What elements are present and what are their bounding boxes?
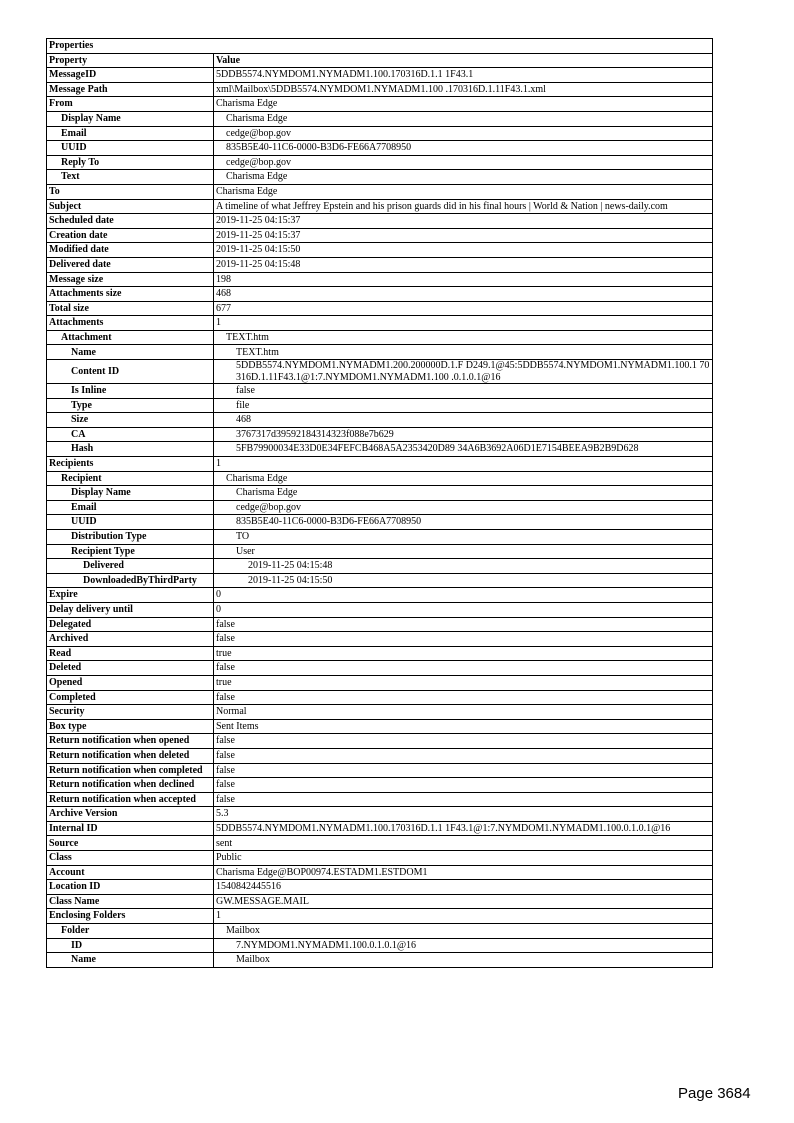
header-property: Property (47, 53, 214, 68)
property-name: Security (47, 705, 214, 720)
property-value: Sent Items (214, 719, 713, 734)
property-name: Location ID (47, 880, 214, 895)
property-value: false (214, 778, 713, 793)
property-name: ID (47, 938, 214, 953)
table-row (47, 632, 713, 647)
table-row (47, 675, 713, 690)
table-row (47, 199, 713, 214)
table-row (47, 257, 713, 272)
property-value: 1 (214, 457, 713, 472)
property-value: false (214, 734, 713, 749)
property-name: MessageID (47, 68, 214, 83)
property-name: Creation date (47, 228, 214, 243)
table-row (47, 316, 713, 331)
property-name: From (47, 97, 214, 112)
table-row (47, 588, 713, 603)
table-row (47, 530, 713, 545)
table-row (47, 155, 713, 170)
property-value: 468 (214, 287, 713, 302)
table-row (47, 243, 713, 258)
property-value: false (214, 661, 713, 676)
table-row (47, 894, 713, 909)
table-row (47, 705, 713, 720)
table-row (47, 924, 713, 939)
property-name: Message size (47, 272, 214, 287)
table-row (47, 938, 713, 953)
property-name: Return notification when declined (47, 778, 214, 793)
table-row (47, 330, 713, 345)
property-value: 7.NYMDOM1.NYMADM1.100.0.1.0.1@16 (214, 938, 713, 953)
property-name: Return notification when accepted (47, 792, 214, 807)
property-value: Charisma Edge (214, 486, 713, 501)
property-name: Scheduled date (47, 214, 214, 229)
table-row (47, 836, 713, 851)
table-row (47, 763, 713, 778)
property-value: 5.3 (214, 807, 713, 822)
property-value: 5DDB5574.NYMDOM1.NYMADM1.100.170316D.1.1 1F43.1@1:7.NYMDOM1.NYMADM1.100.0.1.0.1@16 (214, 821, 713, 836)
property-name: Expire (47, 588, 214, 603)
property-value: sent (214, 836, 713, 851)
property-name: Delegated (47, 617, 214, 632)
property-name: Message Path (47, 82, 214, 97)
property-name: Email (47, 126, 214, 141)
property-value: cedge@bop.gov (214, 500, 713, 515)
table-row (47, 559, 713, 574)
property-value: 835B5E40-11C6-0000-B3D6-FE66A7708950 (214, 141, 713, 156)
table-row (47, 170, 713, 185)
property-name: Size (47, 413, 214, 428)
table-row (47, 398, 713, 413)
property-value: 198 (214, 272, 713, 287)
property-name: Read (47, 646, 214, 661)
table-row (47, 427, 713, 442)
property-value: 2019-11-25 04:15:50 (214, 573, 713, 588)
property-value: Charisma Edge (214, 97, 713, 112)
property-value: cedge@bop.gov (214, 155, 713, 170)
table-row (47, 880, 713, 895)
header-value: Value (214, 53, 713, 68)
property-value: 835B5E40-11C6-0000-B3D6-FE66A7708950 (214, 515, 713, 530)
table-row (47, 778, 713, 793)
table-row (47, 486, 713, 501)
table-row (47, 909, 713, 924)
table-row (47, 851, 713, 866)
property-name: Source (47, 836, 214, 851)
property-value: false (214, 690, 713, 705)
property-value: GW.MESSAGE.MAIL (214, 894, 713, 909)
property-value: 1 (214, 909, 713, 924)
property-value: 3767317d39592184314323f088e7b629 (214, 427, 713, 442)
property-name: To (47, 184, 214, 199)
property-name: CA (47, 427, 214, 442)
property-name: Name (47, 953, 214, 968)
table-row (47, 748, 713, 763)
table-row (47, 807, 713, 822)
table-row (47, 228, 713, 243)
property-name: Attachments size (47, 287, 214, 302)
table-row (47, 544, 713, 559)
property-value: A timeline of what Jeffrey Epstein and his prison guards did in his final hours | World & Nation | news-daily.com (214, 199, 713, 214)
property-value: false (214, 792, 713, 807)
property-value: 2019-11-25 04:15:37 (214, 228, 713, 243)
property-value: 468 (214, 413, 713, 428)
table-row (47, 719, 713, 734)
table-row (47, 617, 713, 632)
property-name: Total size (47, 301, 214, 316)
property-name: Attachments (47, 316, 214, 331)
property-value: 0 (214, 588, 713, 603)
property-value: Charisma Edge (214, 184, 713, 199)
table-row (47, 602, 713, 617)
property-value: 1540842445516 (214, 880, 713, 895)
property-name: Return notification when completed (47, 763, 214, 778)
property-value: false (214, 763, 713, 778)
table-row (47, 287, 713, 302)
properties-table (46, 38, 713, 968)
property-value: 2019-11-25 04:15:37 (214, 214, 713, 229)
table-row (47, 442, 713, 457)
table-row (47, 821, 713, 836)
property-value: 5DDB5574.NYMDOM1.NYMADM1.200.200000D.1.F D249.1@45:5DDB5574.NYMDOM1.NYMADM1.100.1 70316D.1.11F43.1@1:7.NYMDOM1.NYMADM1.100 .0.1.0.1@16 (214, 360, 713, 384)
table-row (47, 301, 713, 316)
property-name: Display Name (47, 486, 214, 501)
table-row (47, 111, 713, 126)
table-row (47, 865, 713, 880)
property-name: Reply To (47, 155, 214, 170)
property-name: Deleted (47, 661, 214, 676)
property-name: Subject (47, 199, 214, 214)
property-value: true (214, 646, 713, 661)
table-row (47, 646, 713, 661)
property-value: Mailbox (214, 924, 713, 939)
property-value: 5FB79900034E33D0E34FEFCB468A5A2353420D89 34A6B3692A06D1E7154BEEA9B2B9D628 (214, 442, 713, 457)
table-row (47, 272, 713, 287)
property-name: Delivered date (47, 257, 214, 272)
property-value: false (214, 632, 713, 647)
property-name: Class Name (47, 894, 214, 909)
table-row (47, 214, 713, 229)
property-value: User (214, 544, 713, 559)
property-name: Is Inline (47, 384, 214, 399)
property-name: Enclosing Folders (47, 909, 214, 924)
property-name: Modified date (47, 243, 214, 258)
property-value: 2019-11-25 04:15:48 (214, 257, 713, 272)
property-name: Recipients (47, 457, 214, 472)
table-row (47, 471, 713, 486)
property-value: false (214, 748, 713, 763)
property-value: Charisma Edge (214, 111, 713, 126)
property-name: Folder (47, 924, 214, 939)
property-name: Recipient Type (47, 544, 214, 559)
property-value: Charisma Edge (214, 170, 713, 185)
property-name: Content ID (47, 360, 214, 384)
table-row (47, 126, 713, 141)
property-value: Normal (214, 705, 713, 720)
property-name: UUID (47, 515, 214, 530)
property-name: Opened (47, 675, 214, 690)
table-row (47, 68, 713, 83)
table-row (47, 792, 713, 807)
property-name: Archive Version (47, 807, 214, 822)
property-name: Attachment (47, 330, 214, 345)
table-row (47, 413, 713, 428)
table-header-row (47, 53, 713, 68)
property-name: Archived (47, 632, 214, 647)
table-row (47, 690, 713, 705)
table-row (47, 360, 713, 384)
property-value: TEXT.htm (214, 330, 713, 345)
table-row (47, 97, 713, 112)
property-name: Completed (47, 690, 214, 705)
property-name: Distribution Type (47, 530, 214, 545)
property-value: false (214, 617, 713, 632)
property-value: 1 (214, 316, 713, 331)
property-name: DownloadedByThirdParty (47, 573, 214, 588)
property-value: Charisma Edge (214, 471, 713, 486)
property-value: TEXT.htm (214, 345, 713, 360)
property-name: Hash (47, 442, 214, 457)
table-row (47, 184, 713, 199)
table-row (47, 82, 713, 97)
property-value: cedge@bop.gov (214, 126, 713, 141)
property-value: Mailbox (214, 953, 713, 968)
property-name: Class (47, 851, 214, 866)
property-name: Account (47, 865, 214, 880)
property-value: 2019-11-25 04:15:48 (214, 559, 713, 574)
table-row (47, 734, 713, 749)
property-value: xml\Mailbox\5DDB5574.NYMDOM1.NYMADM1.100 .170316D.1.11F43.1.xml (214, 82, 713, 97)
table-row (47, 384, 713, 399)
table-row (47, 953, 713, 968)
table-row (47, 141, 713, 156)
table-row (47, 661, 713, 676)
table-row (47, 345, 713, 360)
property-value: 677 (214, 301, 713, 316)
property-value: true (214, 675, 713, 690)
property-name: Internal ID (47, 821, 214, 836)
property-value: 5DDB5574.NYMDOM1.NYMADM1.100.170316D.1.1 1F43.1 (214, 68, 713, 83)
table-title-row (47, 39, 713, 54)
property-name: Type (47, 398, 214, 413)
property-name: Email (47, 500, 214, 515)
property-value: false (214, 384, 713, 399)
property-name: Box type (47, 719, 214, 734)
property-value: Charisma Edge@BOP00974.ESTADM1.ESTDOM1 (214, 865, 713, 880)
property-name: Display Name (47, 111, 214, 126)
property-value: Public (214, 851, 713, 866)
property-value: 2019-11-25 04:15:50 (214, 243, 713, 258)
property-name: Recipient (47, 471, 214, 486)
property-name: Name (47, 345, 214, 360)
property-name: Text (47, 170, 214, 185)
property-name: Delivered (47, 559, 214, 574)
table-row (47, 573, 713, 588)
property-name: Return notification when opened (47, 734, 214, 749)
property-name: Delay delivery until (47, 602, 214, 617)
table-row (47, 500, 713, 515)
property-value: file (214, 398, 713, 413)
property-value: TO (214, 530, 713, 545)
page-number: Page 3684 (678, 1085, 751, 1102)
property-value: 0 (214, 602, 713, 617)
property-name: Return notification when deleted (47, 748, 214, 763)
property-name: UUID (47, 141, 214, 156)
table-row (47, 457, 713, 472)
table-row (47, 515, 713, 530)
table-title: Properties (47, 39, 713, 54)
